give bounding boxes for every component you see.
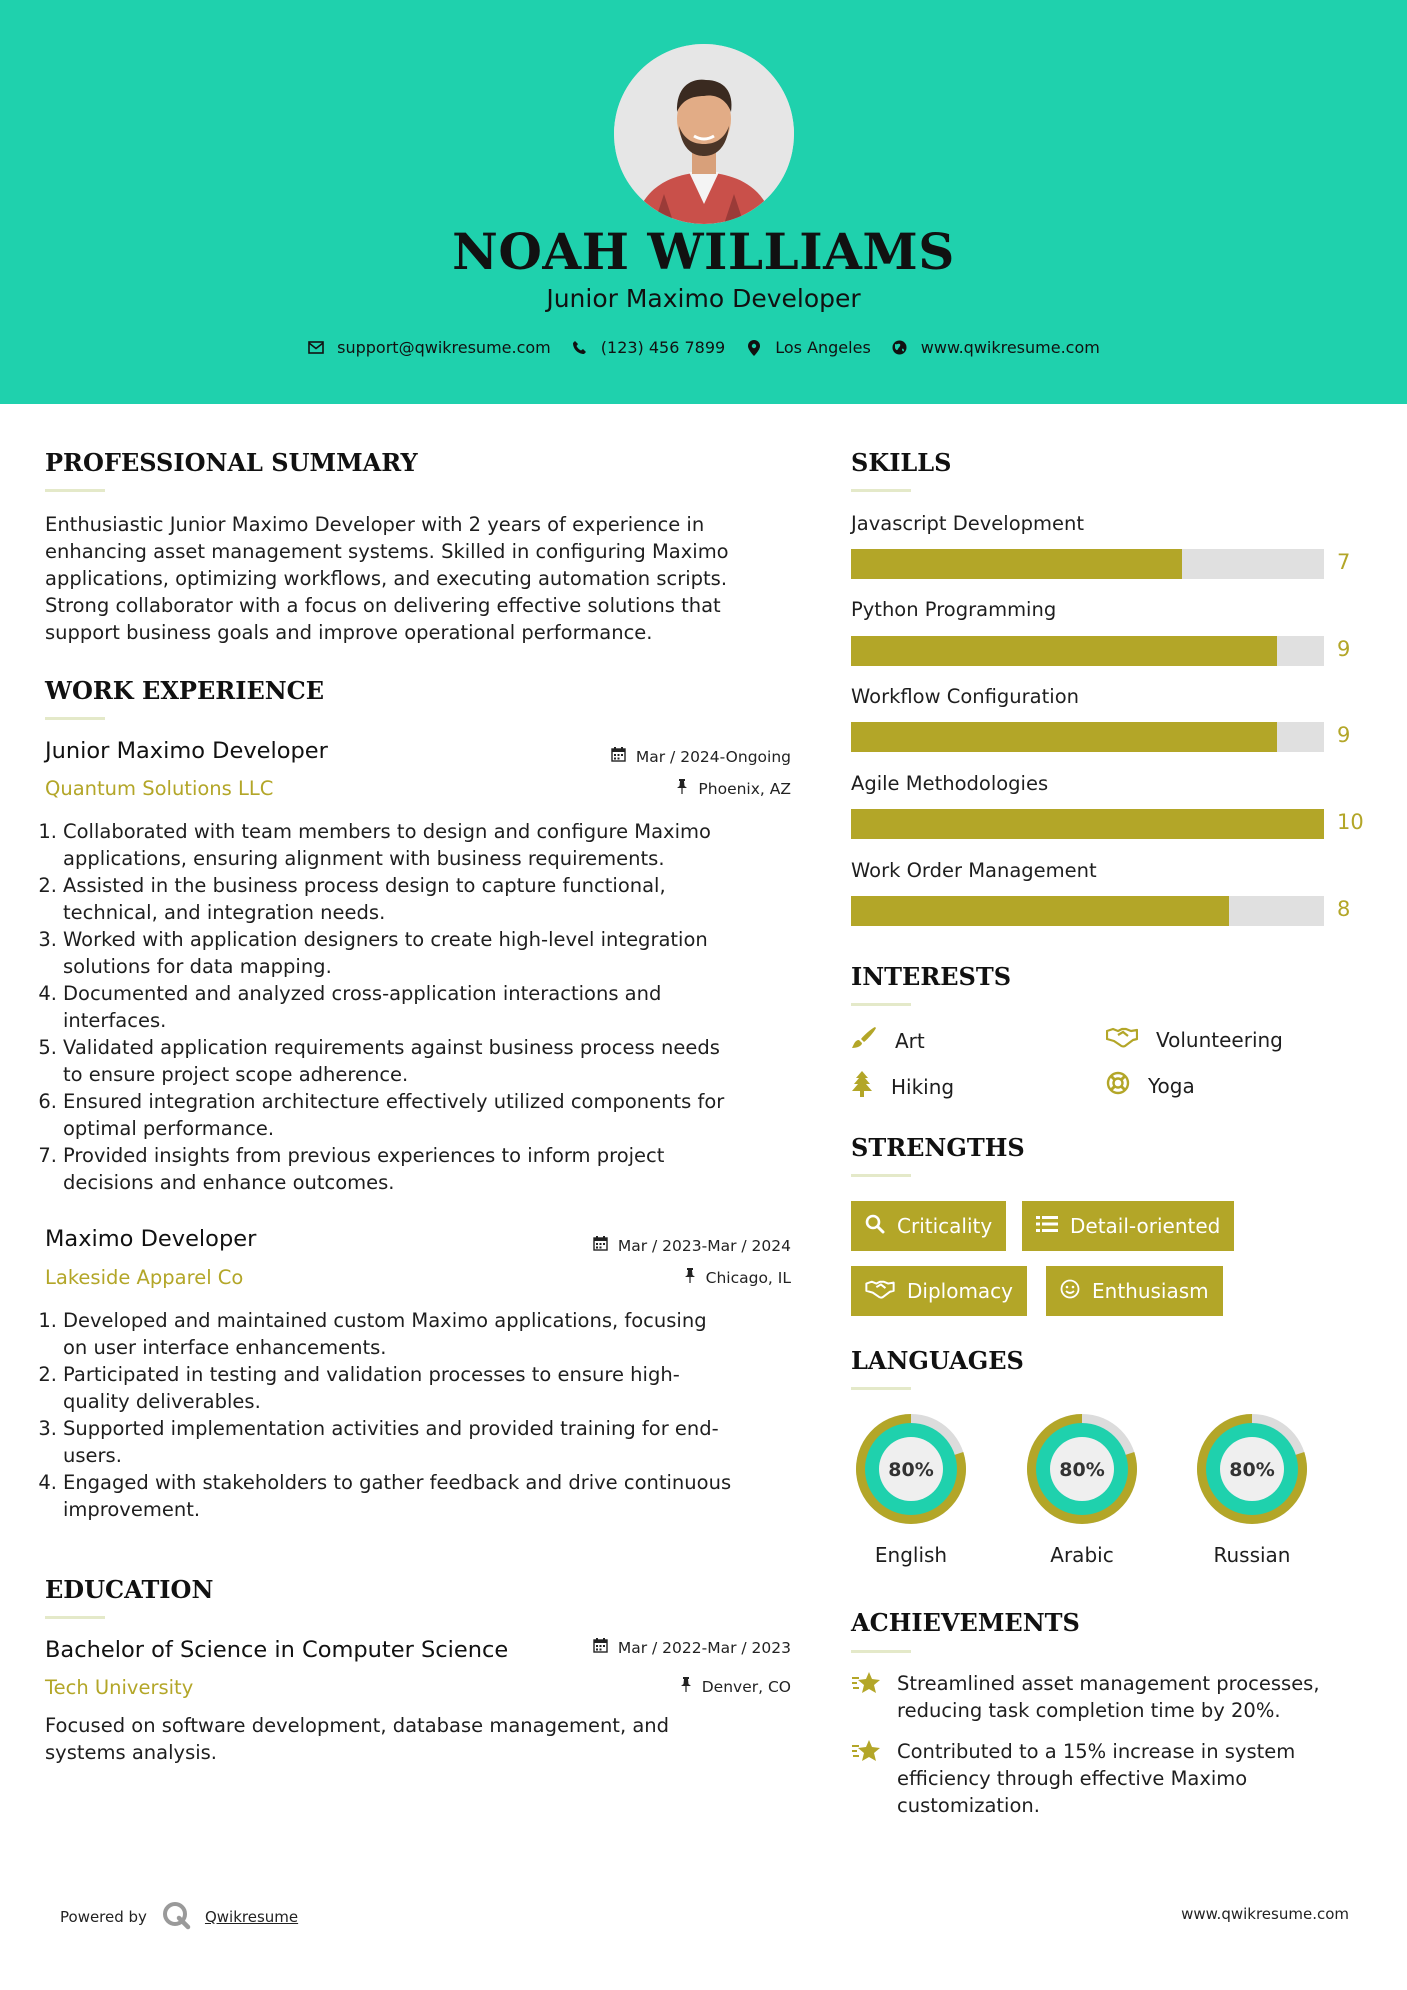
header-banner bbox=[0, 0, 1407, 404]
list-icon bbox=[1036, 1214, 1058, 1238]
strengths-heading: STRENGTHS bbox=[851, 1133, 1025, 1162]
summary-line: Strong collaborator with a focus on delivering effective solutions that bbox=[45, 594, 721, 617]
language-percent: 80% bbox=[1059, 1459, 1105, 1481]
skill-value: 9 bbox=[1337, 637, 1351, 661]
job-duties-list bbox=[36, 818, 796, 1196]
skill-value: 10 bbox=[1337, 810, 1364, 834]
summary-text bbox=[45, 511, 805, 646]
language-name: Russian bbox=[1213, 1543, 1291, 1567]
strength-chip bbox=[1046, 1266, 1223, 1316]
list-item: 1. Collaborated with team members to design and configure Maximo applications, ensuring alignment with business requirements. bbox=[38, 820, 711, 870]
interest-item bbox=[1106, 1071, 1195, 1100]
skill-name: Work Order Management bbox=[851, 859, 1097, 882]
list-item: 3. Worked with application designers to create high-level integration solutions for data mapping. bbox=[38, 928, 708, 978]
skill-value: 7 bbox=[1337, 550, 1351, 574]
language-item bbox=[1021, 1408, 1143, 1567]
education-location-text: Denver, CO bbox=[701, 1677, 791, 1696]
calendar-icon bbox=[593, 1236, 608, 1255]
skill-name: Python Programming bbox=[851, 598, 1057, 621]
skills-underline bbox=[851, 489, 911, 492]
job-company: Lakeside Apparel Co bbox=[45, 1266, 244, 1289]
list-item: 5. Validated application requirements against business process needs to ensure project scope adherence. bbox=[38, 1036, 720, 1086]
achievement-item: Streamlined asset management processes, reducing task completion time by 20%. bbox=[851, 1670, 1371, 1724]
summary-line: support business goals and improve operational performance. bbox=[45, 621, 653, 644]
contact-website[interactable] bbox=[891, 338, 1100, 357]
contact-location-text: Los Angeles bbox=[775, 338, 871, 357]
skill-value: 8 bbox=[1337, 897, 1351, 921]
tree-icon bbox=[851, 1071, 873, 1102]
language-percent: 80% bbox=[888, 1459, 934, 1481]
education-description: Focused on software development, database management, and systems analysis. bbox=[45, 1714, 670, 1764]
language-item bbox=[1191, 1408, 1313, 1567]
job-date bbox=[611, 747, 791, 766]
skills-heading: SKILLS bbox=[851, 448, 952, 477]
job-title: Junior Maximo Developer bbox=[45, 738, 328, 764]
school-name: Tech University bbox=[45, 1676, 194, 1699]
interest-item bbox=[1106, 1026, 1283, 1053]
contact-location bbox=[745, 338, 871, 357]
life-ring-icon bbox=[1106, 1071, 1130, 1100]
language-percent: 80% bbox=[1229, 1459, 1275, 1481]
skill-name: Workflow Configuration bbox=[851, 685, 1079, 708]
interest-label: Art bbox=[895, 1028, 925, 1053]
job-location bbox=[684, 1268, 791, 1287]
education-underline bbox=[45, 1616, 105, 1619]
qwikresume-logo-icon bbox=[161, 1900, 191, 1934]
brand-link[interactable]: Qwikresume bbox=[204, 1908, 299, 1926]
experience-heading: WORK EXPERIENCE bbox=[45, 676, 325, 705]
phone-icon bbox=[571, 339, 589, 357]
language-name: Arabic bbox=[1050, 1543, 1114, 1567]
education-date-text: Mar / 2022-Mar / 2023 bbox=[617, 1638, 791, 1657]
job-date-text: Mar / 2023-Mar / 2024 bbox=[617, 1236, 791, 1255]
footer-powered-by bbox=[60, 1900, 298, 1934]
interests-heading: INTERESTS bbox=[851, 962, 1012, 991]
job-company: Quantum Solutions LLC bbox=[45, 777, 274, 800]
candidate-title: Junior Maximo Developer bbox=[546, 284, 861, 313]
interest-label: Volunteering bbox=[1156, 1027, 1283, 1052]
list-item: 6. Ensured integration architecture effectively utilized components for optimal performance. bbox=[38, 1090, 725, 1140]
skill-bar-fill bbox=[851, 809, 1324, 839]
job-location-text: Phoenix, AZ bbox=[698, 779, 791, 798]
degree-title: Bachelor of Science in Computer Science bbox=[45, 1637, 509, 1663]
interests-underline bbox=[851, 1003, 911, 1006]
profile-photo bbox=[614, 44, 794, 224]
achievements-underline bbox=[851, 1650, 911, 1653]
skill-bar-fill bbox=[851, 549, 1182, 579]
calendar-icon bbox=[611, 747, 626, 766]
job-title: Maximo Developer bbox=[45, 1226, 257, 1252]
skill-name: Javascript Development bbox=[851, 512, 1085, 535]
skill-bar-track bbox=[851, 636, 1324, 666]
education-date bbox=[593, 1638, 791, 1657]
education-heading: EDUCATION bbox=[45, 1575, 214, 1604]
footer-website[interactable]: www.qwikresume.com bbox=[1181, 1905, 1349, 1923]
pushpin-icon bbox=[684, 1268, 696, 1287]
list-item: 4. Engaged with stakeholders to gather feedback and drive continuous improvement. bbox=[38, 1471, 732, 1521]
list-item: 2. Assisted in the business process design to capture functional, technical, and integration needs. bbox=[38, 874, 666, 924]
skill-bar-track bbox=[851, 809, 1324, 839]
summary-underline bbox=[45, 489, 105, 492]
job-duties-list bbox=[36, 1307, 796, 1523]
interest-label: Yoga bbox=[1148, 1073, 1195, 1098]
powered-by-label: Powered by bbox=[60, 1908, 147, 1926]
interest-item bbox=[851, 1071, 954, 1102]
smile-icon bbox=[1060, 1279, 1080, 1304]
search-icon bbox=[865, 1214, 885, 1239]
summary-line: Enthusiastic Junior Maximo Developer with 2 years of experience in bbox=[45, 513, 705, 536]
language-item bbox=[850, 1408, 972, 1567]
achievements-heading: ACHIEVEMENTS bbox=[851, 1608, 1080, 1637]
language-ring bbox=[1191, 1408, 1313, 1530]
strength-label: Diplomacy bbox=[907, 1279, 1014, 1303]
education-location bbox=[680, 1677, 791, 1696]
job-date-text: Mar / 2024-Ongoing bbox=[635, 747, 791, 766]
paintbrush-icon bbox=[851, 1026, 877, 1055]
map-pin-icon bbox=[745, 339, 763, 357]
job-location bbox=[676, 779, 791, 798]
experience-underline bbox=[45, 717, 105, 720]
job-location-text: Chicago, IL bbox=[705, 1268, 791, 1287]
pushpin-icon bbox=[680, 1677, 692, 1696]
achievement-item: Contributed to a 15% increase in system efficiency through effective Maximo customization. bbox=[851, 1738, 1371, 1819]
contact-bar bbox=[0, 338, 1407, 357]
strengths-underline bbox=[851, 1174, 911, 1177]
envelope-icon bbox=[307, 339, 325, 357]
pushpin-icon bbox=[676, 779, 688, 798]
strength-label: Detail-oriented bbox=[1070, 1214, 1221, 1238]
contact-phone[interactable] bbox=[571, 338, 725, 357]
summary-line: enhancing asset management systems. Skilled in configuring Maximo bbox=[45, 540, 729, 563]
skill-name: Agile Methodologies bbox=[851, 772, 1049, 795]
language-name: English bbox=[874, 1543, 948, 1567]
star-icon bbox=[851, 1670, 881, 1724]
skill-bar-track bbox=[851, 722, 1324, 752]
handshake-icon bbox=[1106, 1026, 1138, 1053]
skill-bar-fill bbox=[851, 636, 1277, 666]
strength-label: Enthusiasm bbox=[1092, 1279, 1209, 1303]
list-item: 7. Provided insights from previous experiences to inform project decisions and enhance outcomes. bbox=[38, 1144, 665, 1194]
globe-icon bbox=[891, 339, 909, 357]
summary-heading: PROFESSIONAL SUMMARY bbox=[45, 448, 418, 477]
language-ring bbox=[850, 1408, 972, 1530]
languages-underline bbox=[851, 1387, 911, 1390]
star-icon bbox=[851, 1738, 881, 1819]
skill-value: 9 bbox=[1337, 723, 1351, 747]
strength-chip bbox=[1022, 1201, 1234, 1251]
skill-bar-fill bbox=[851, 896, 1229, 926]
strength-chip bbox=[851, 1201, 1006, 1251]
list-item: 1. Developed and maintained custom Maximo applications, focusing on user interface enhancements. bbox=[38, 1309, 707, 1359]
interest-label: Hiking bbox=[891, 1074, 955, 1099]
contact-email[interactable] bbox=[307, 338, 551, 357]
strength-chip bbox=[851, 1266, 1027, 1316]
list-item: 4. Documented and analyzed cross-application interactions and interfaces. bbox=[38, 982, 662, 1032]
languages-heading: LANGUAGES bbox=[851, 1346, 1024, 1375]
contact-email-text: support@qwikresume.com bbox=[337, 338, 551, 357]
skill-bar-fill bbox=[851, 722, 1277, 752]
job-date bbox=[593, 1236, 791, 1255]
contact-phone-text: (123) 456 7899 bbox=[600, 338, 726, 357]
calendar-icon bbox=[593, 1638, 608, 1657]
candidate-name: NOAH WILLIAMS bbox=[452, 222, 955, 281]
interest-item bbox=[851, 1026, 925, 1055]
handshake-icon bbox=[865, 1279, 895, 1304]
skill-bar-track bbox=[851, 549, 1324, 579]
list-item: 2. Participated in testing and validation processes to ensure high- quality deliverables. bbox=[38, 1363, 680, 1413]
strength-label: Criticality bbox=[897, 1214, 993, 1238]
contact-website-text: www.qwikresume.com bbox=[920, 338, 1100, 357]
skill-bar-track bbox=[851, 896, 1324, 926]
list-item: 3. Supported implementation activities and provided training for end- users. bbox=[38, 1417, 719, 1467]
language-ring bbox=[1021, 1408, 1143, 1530]
summary-line: applications, optimizing workflows, and executing automation scripts. bbox=[45, 567, 728, 590]
